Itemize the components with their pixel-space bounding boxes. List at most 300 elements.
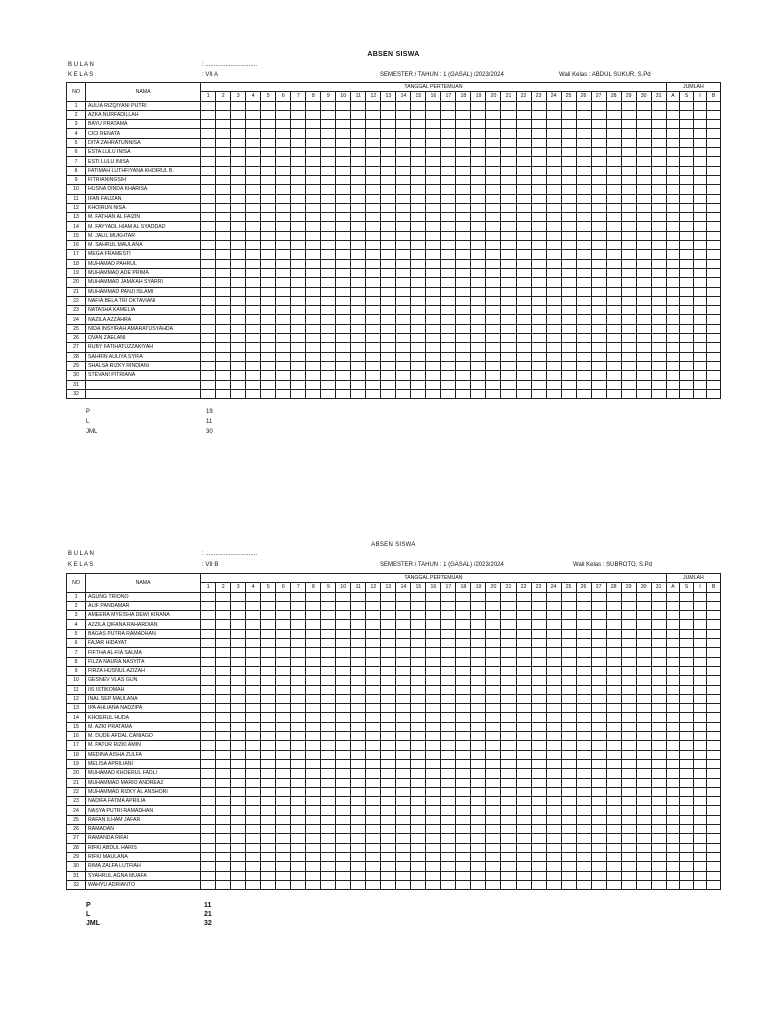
- attendance-cell[interactable]: [291, 825, 306, 834]
- attendance-cell[interactable]: [531, 666, 546, 675]
- attendance-cell[interactable]: [621, 676, 636, 685]
- attendance-cell[interactable]: [411, 787, 426, 796]
- jumlah-cell[interactable]: [707, 834, 721, 843]
- attendance-cell[interactable]: [276, 620, 291, 629]
- attendance-cell[interactable]: [546, 871, 561, 880]
- attendance-cell[interactable]: [306, 843, 321, 852]
- attendance-cell[interactable]: [606, 592, 621, 601]
- attendance-cell[interactable]: [501, 787, 516, 796]
- attendance-cell[interactable]: [366, 834, 381, 843]
- attendance-cell[interactable]: [291, 732, 306, 741]
- attendance-cell[interactable]: [411, 741, 426, 750]
- attendance-cell[interactable]: [546, 759, 561, 768]
- attendance-cell[interactable]: [516, 880, 531, 889]
- attendance-cell[interactable]: [216, 741, 231, 750]
- attendance-cell[interactable]: [471, 871, 486, 880]
- jumlah-cell[interactable]: [666, 676, 680, 685]
- attendance-cell[interactable]: [411, 620, 426, 629]
- attendance-cell[interactable]: [591, 825, 606, 834]
- attendance-cell[interactable]: [606, 657, 621, 666]
- attendance-cell[interactable]: [201, 806, 216, 815]
- attendance-cell[interactable]: [381, 750, 396, 759]
- attendance-cell[interactable]: [471, 620, 486, 629]
- attendance-cell[interactable]: [606, 778, 621, 787]
- attendance-cell[interactable]: [516, 741, 531, 750]
- attendance-cell[interactable]: [246, 657, 261, 666]
- attendance-cell[interactable]: [441, 871, 456, 880]
- jumlah-cell[interactable]: [666, 685, 680, 694]
- attendance-cell[interactable]: [396, 778, 411, 787]
- attendance-cell[interactable]: [636, 648, 651, 657]
- attendance-cell[interactable]: [306, 639, 321, 648]
- attendance-cell[interactable]: [321, 648, 336, 657]
- attendance-cell[interactable]: [351, 825, 366, 834]
- jumlah-cell[interactable]: [707, 769, 721, 778]
- attendance-cell[interactable]: [306, 685, 321, 694]
- attendance-cell[interactable]: [516, 732, 531, 741]
- attendance-cell[interactable]: [561, 704, 576, 713]
- attendance-cell[interactable]: [471, 611, 486, 620]
- attendance-cell[interactable]: [441, 685, 456, 694]
- attendance-cell[interactable]: [276, 676, 291, 685]
- attendance-cell[interactable]: [201, 778, 216, 787]
- attendance-cell[interactable]: [336, 694, 351, 703]
- attendance-cell[interactable]: [426, 769, 441, 778]
- attendance-cell[interactable]: [456, 676, 471, 685]
- attendance-cell[interactable]: [396, 648, 411, 657]
- attendance-cell[interactable]: [366, 620, 381, 629]
- attendance-cell[interactable]: [231, 871, 246, 880]
- attendance-cell[interactable]: [441, 620, 456, 629]
- attendance-cell[interactable]: [531, 722, 546, 731]
- attendance-cell[interactable]: [471, 825, 486, 834]
- jumlah-cell[interactable]: [693, 648, 707, 657]
- attendance-cell[interactable]: [321, 657, 336, 666]
- attendance-cell[interactable]: [426, 871, 441, 880]
- attendance-cell[interactable]: [306, 676, 321, 685]
- attendance-cell[interactable]: [426, 629, 441, 638]
- attendance-cell[interactable]: [561, 592, 576, 601]
- jumlah-cell[interactable]: [707, 648, 721, 657]
- attendance-cell[interactable]: [216, 657, 231, 666]
- attendance-cell[interactable]: [366, 871, 381, 880]
- attendance-cell[interactable]: [516, 825, 531, 834]
- attendance-cell[interactable]: [291, 592, 306, 601]
- jumlah-cell[interactable]: [680, 806, 694, 815]
- jumlah-cell[interactable]: [693, 871, 707, 880]
- jumlah-cell[interactable]: [707, 778, 721, 787]
- jumlah-cell[interactable]: [693, 666, 707, 675]
- attendance-cell[interactable]: [336, 685, 351, 694]
- attendance-cell[interactable]: [201, 741, 216, 750]
- jumlah-cell[interactable]: [707, 806, 721, 815]
- attendance-cell[interactable]: [561, 620, 576, 629]
- attendance-cell[interactable]: [246, 852, 261, 861]
- attendance-cell[interactable]: [276, 648, 291, 657]
- attendance-cell[interactable]: [651, 769, 666, 778]
- attendance-cell[interactable]: [366, 704, 381, 713]
- attendance-cell[interactable]: [531, 741, 546, 750]
- attendance-cell[interactable]: [501, 592, 516, 601]
- attendance-cell[interactable]: [636, 592, 651, 601]
- attendance-cell[interactable]: [231, 732, 246, 741]
- attendance-cell[interactable]: [561, 862, 576, 871]
- attendance-cell[interactable]: [441, 759, 456, 768]
- attendance-cell[interactable]: [486, 750, 501, 759]
- attendance-cell[interactable]: [591, 704, 606, 713]
- attendance-cell[interactable]: [381, 797, 396, 806]
- attendance-cell[interactable]: [306, 629, 321, 638]
- attendance-cell[interactable]: [351, 759, 366, 768]
- jumlah-cell[interactable]: [707, 666, 721, 675]
- attendance-cell[interactable]: [516, 834, 531, 843]
- jumlah-cell[interactable]: [693, 657, 707, 666]
- attendance-cell[interactable]: [531, 704, 546, 713]
- attendance-cell[interactable]: [306, 815, 321, 824]
- attendance-cell[interactable]: [306, 862, 321, 871]
- attendance-cell[interactable]: [426, 639, 441, 648]
- attendance-cell[interactable]: [366, 880, 381, 889]
- attendance-cell[interactable]: [351, 601, 366, 610]
- attendance-cell[interactable]: [651, 648, 666, 657]
- attendance-cell[interactable]: [411, 825, 426, 834]
- attendance-cell[interactable]: [366, 685, 381, 694]
- jumlah-cell[interactable]: [666, 629, 680, 638]
- jumlah-cell[interactable]: [666, 871, 680, 880]
- jumlah-cell[interactable]: [666, 834, 680, 843]
- attendance-cell[interactable]: [636, 676, 651, 685]
- attendance-cell[interactable]: [636, 722, 651, 731]
- attendance-cell[interactable]: [291, 722, 306, 731]
- attendance-cell[interactable]: [561, 611, 576, 620]
- attendance-cell[interactable]: [366, 657, 381, 666]
- jumlah-cell[interactable]: [693, 834, 707, 843]
- jumlah-cell[interactable]: [680, 601, 694, 610]
- attendance-cell[interactable]: [306, 769, 321, 778]
- attendance-cell[interactable]: [591, 759, 606, 768]
- attendance-cell[interactable]: [576, 694, 591, 703]
- jumlah-cell[interactable]: [666, 815, 680, 824]
- attendance-cell[interactable]: [261, 676, 276, 685]
- attendance-cell[interactable]: [321, 852, 336, 861]
- attendance-cell[interactable]: [306, 741, 321, 750]
- attendance-cell[interactable]: [606, 722, 621, 731]
- attendance-cell[interactable]: [576, 843, 591, 852]
- attendance-cell[interactable]: [516, 797, 531, 806]
- attendance-cell[interactable]: [351, 852, 366, 861]
- attendance-cell[interactable]: [591, 815, 606, 824]
- attendance-cell[interactable]: [531, 787, 546, 796]
- attendance-cell[interactable]: [291, 704, 306, 713]
- attendance-cell[interactable]: [471, 852, 486, 861]
- attendance-cell[interactable]: [531, 871, 546, 880]
- attendance-cell[interactable]: [306, 787, 321, 796]
- attendance-cell[interactable]: [456, 592, 471, 601]
- jumlah-cell[interactable]: [680, 797, 694, 806]
- attendance-cell[interactable]: [471, 592, 486, 601]
- attendance-cell[interactable]: [561, 815, 576, 824]
- jumlah-cell[interactable]: [693, 759, 707, 768]
- attendance-cell[interactable]: [456, 639, 471, 648]
- attendance-cell[interactable]: [441, 741, 456, 750]
- attendance-cell[interactable]: [246, 815, 261, 824]
- jumlah-cell[interactable]: [693, 825, 707, 834]
- attendance-cell[interactable]: [366, 666, 381, 675]
- attendance-cell[interactable]: [306, 704, 321, 713]
- attendance-cell[interactable]: [456, 620, 471, 629]
- attendance-cell[interactable]: [246, 629, 261, 638]
- attendance-cell[interactable]: [411, 732, 426, 741]
- attendance-cell[interactable]: [306, 713, 321, 722]
- attendance-cell[interactable]: [651, 871, 666, 880]
- attendance-cell[interactable]: [561, 629, 576, 638]
- attendance-cell[interactable]: [591, 629, 606, 638]
- attendance-cell[interactable]: [396, 620, 411, 629]
- attendance-cell[interactable]: [231, 797, 246, 806]
- attendance-cell[interactable]: [561, 741, 576, 750]
- attendance-cell[interactable]: [261, 852, 276, 861]
- attendance-cell[interactable]: [501, 834, 516, 843]
- attendance-cell[interactable]: [426, 759, 441, 768]
- jumlah-cell[interactable]: [693, 722, 707, 731]
- attendance-cell[interactable]: [441, 713, 456, 722]
- attendance-cell[interactable]: [441, 797, 456, 806]
- attendance-cell[interactable]: [516, 611, 531, 620]
- attendance-cell[interactable]: [456, 778, 471, 787]
- attendance-cell[interactable]: [381, 694, 396, 703]
- attendance-cell[interactable]: [261, 843, 276, 852]
- attendance-cell[interactable]: [381, 704, 396, 713]
- attendance-cell[interactable]: [276, 815, 291, 824]
- attendance-cell[interactable]: [621, 648, 636, 657]
- attendance-cell[interactable]: [201, 825, 216, 834]
- attendance-cell[interactable]: [426, 815, 441, 824]
- attendance-cell[interactable]: [531, 759, 546, 768]
- jumlah-cell[interactable]: [680, 648, 694, 657]
- attendance-cell[interactable]: [651, 657, 666, 666]
- attendance-cell[interactable]: [321, 611, 336, 620]
- attendance-cell[interactable]: [621, 620, 636, 629]
- jumlah-cell[interactable]: [666, 694, 680, 703]
- attendance-cell[interactable]: [321, 797, 336, 806]
- attendance-cell[interactable]: [546, 787, 561, 796]
- attendance-cell[interactable]: [381, 741, 396, 750]
- attendance-cell[interactable]: [621, 750, 636, 759]
- attendance-cell[interactable]: [576, 806, 591, 815]
- attendance-cell[interactable]: [546, 843, 561, 852]
- attendance-cell[interactable]: [546, 694, 561, 703]
- jumlah-cell[interactable]: [680, 880, 694, 889]
- jumlah-cell[interactable]: [680, 639, 694, 648]
- attendance-cell[interactable]: [576, 862, 591, 871]
- attendance-cell[interactable]: [336, 843, 351, 852]
- attendance-cell[interactable]: [216, 815, 231, 824]
- attendance-cell[interactable]: [291, 741, 306, 750]
- attendance-cell[interactable]: [486, 713, 501, 722]
- attendance-cell[interactable]: [246, 666, 261, 675]
- attendance-cell[interactable]: [381, 657, 396, 666]
- attendance-cell[interactable]: [231, 852, 246, 861]
- jumlah-cell[interactable]: [707, 611, 721, 620]
- jumlah-cell[interactable]: [707, 657, 721, 666]
- attendance-cell[interactable]: [351, 741, 366, 750]
- attendance-cell[interactable]: [606, 815, 621, 824]
- attendance-cell[interactable]: [636, 769, 651, 778]
- attendance-cell[interactable]: [561, 787, 576, 796]
- attendance-cell[interactable]: [486, 620, 501, 629]
- attendance-cell[interactable]: [606, 676, 621, 685]
- attendance-cell[interactable]: [366, 676, 381, 685]
- attendance-cell[interactable]: [216, 666, 231, 675]
- attendance-cell[interactable]: [321, 732, 336, 741]
- attendance-cell[interactable]: [276, 759, 291, 768]
- attendance-cell[interactable]: [306, 750, 321, 759]
- attendance-cell[interactable]: [321, 713, 336, 722]
- attendance-cell[interactable]: [486, 732, 501, 741]
- attendance-cell[interactable]: [576, 797, 591, 806]
- attendance-cell[interactable]: [591, 601, 606, 610]
- attendance-cell[interactable]: [501, 778, 516, 787]
- attendance-cell[interactable]: [651, 825, 666, 834]
- attendance-cell[interactable]: [321, 629, 336, 638]
- attendance-cell[interactable]: [201, 685, 216, 694]
- attendance-cell[interactable]: [456, 797, 471, 806]
- attendance-cell[interactable]: [231, 806, 246, 815]
- attendance-cell[interactable]: [486, 722, 501, 731]
- attendance-cell[interactable]: [396, 862, 411, 871]
- attendance-cell[interactable]: [201, 620, 216, 629]
- attendance-cell[interactable]: [621, 825, 636, 834]
- attendance-cell[interactable]: [426, 722, 441, 731]
- attendance-cell[interactable]: [396, 741, 411, 750]
- attendance-cell[interactable]: [246, 648, 261, 657]
- attendance-cell[interactable]: [486, 843, 501, 852]
- attendance-cell[interactable]: [636, 871, 651, 880]
- attendance-cell[interactable]: [426, 880, 441, 889]
- attendance-cell[interactable]: [201, 750, 216, 759]
- attendance-cell[interactable]: [231, 741, 246, 750]
- attendance-cell[interactable]: [591, 611, 606, 620]
- jumlah-cell[interactable]: [707, 694, 721, 703]
- attendance-cell[interactable]: [321, 639, 336, 648]
- jumlah-cell[interactable]: [680, 852, 694, 861]
- attendance-cell[interactable]: [531, 657, 546, 666]
- attendance-cell[interactable]: [201, 852, 216, 861]
- attendance-cell[interactable]: [351, 797, 366, 806]
- attendance-cell[interactable]: [606, 862, 621, 871]
- jumlah-cell[interactable]: [693, 880, 707, 889]
- attendance-cell[interactable]: [636, 806, 651, 815]
- attendance-cell[interactable]: [561, 843, 576, 852]
- attendance-cell[interactable]: [336, 825, 351, 834]
- jumlah-cell[interactable]: [680, 666, 694, 675]
- attendance-cell[interactable]: [441, 778, 456, 787]
- attendance-cell[interactable]: [231, 778, 246, 787]
- attendance-cell[interactable]: [231, 787, 246, 796]
- attendance-cell[interactable]: [636, 694, 651, 703]
- attendance-cell[interactable]: [606, 806, 621, 815]
- attendance-cell[interactable]: [381, 592, 396, 601]
- attendance-cell[interactable]: [246, 620, 261, 629]
- attendance-cell[interactable]: [411, 750, 426, 759]
- attendance-cell[interactable]: [606, 797, 621, 806]
- attendance-cell[interactable]: [381, 778, 396, 787]
- jumlah-cell[interactable]: [707, 741, 721, 750]
- attendance-cell[interactable]: [501, 611, 516, 620]
- attendance-cell[interactable]: [351, 843, 366, 852]
- attendance-cell[interactable]: [486, 880, 501, 889]
- attendance-cell[interactable]: [366, 852, 381, 861]
- attendance-cell[interactable]: [366, 694, 381, 703]
- attendance-cell[interactable]: [276, 704, 291, 713]
- attendance-cell[interactable]: [576, 880, 591, 889]
- attendance-cell[interactable]: [486, 639, 501, 648]
- attendance-cell[interactable]: [441, 732, 456, 741]
- attendance-cell[interactable]: [486, 852, 501, 861]
- attendance-cell[interactable]: [201, 769, 216, 778]
- attendance-cell[interactable]: [471, 769, 486, 778]
- attendance-cell[interactable]: [366, 825, 381, 834]
- attendance-cell[interactable]: [606, 769, 621, 778]
- attendance-cell[interactable]: [636, 713, 651, 722]
- attendance-cell[interactable]: [246, 787, 261, 796]
- attendance-cell[interactable]: [351, 639, 366, 648]
- attendance-cell[interactable]: [411, 676, 426, 685]
- attendance-cell[interactable]: [276, 685, 291, 694]
- attendance-cell[interactable]: [231, 592, 246, 601]
- attendance-cell[interactable]: [336, 741, 351, 750]
- attendance-cell[interactable]: [456, 871, 471, 880]
- attendance-cell[interactable]: [366, 787, 381, 796]
- attendance-cell[interactable]: [501, 759, 516, 768]
- attendance-cell[interactable]: [561, 601, 576, 610]
- attendance-cell[interactable]: [246, 713, 261, 722]
- attendance-cell[interactable]: [621, 611, 636, 620]
- jumlah-cell[interactable]: [693, 806, 707, 815]
- attendance-cell[interactable]: [291, 639, 306, 648]
- attendance-cell[interactable]: [576, 815, 591, 824]
- jumlah-cell[interactable]: [707, 704, 721, 713]
- attendance-cell[interactable]: [396, 880, 411, 889]
- attendance-cell[interactable]: [621, 871, 636, 880]
- attendance-cell[interactable]: [261, 639, 276, 648]
- attendance-cell[interactable]: [516, 694, 531, 703]
- attendance-cell[interactable]: [516, 852, 531, 861]
- attendance-cell[interactable]: [636, 741, 651, 750]
- attendance-cell[interactable]: [261, 713, 276, 722]
- attendance-cell[interactable]: [606, 694, 621, 703]
- attendance-cell[interactable]: [321, 676, 336, 685]
- attendance-cell[interactable]: [321, 787, 336, 796]
- jumlah-cell[interactable]: [666, 592, 680, 601]
- attendance-cell[interactable]: [591, 769, 606, 778]
- attendance-cell[interactable]: [261, 778, 276, 787]
- attendance-cell[interactable]: [486, 666, 501, 675]
- attendance-cell[interactable]: [441, 648, 456, 657]
- jumlah-cell[interactable]: [666, 759, 680, 768]
- attendance-cell[interactable]: [321, 871, 336, 880]
- attendance-cell[interactable]: [411, 666, 426, 675]
- attendance-cell[interactable]: [246, 694, 261, 703]
- attendance-cell[interactable]: [501, 862, 516, 871]
- attendance-cell[interactable]: [531, 815, 546, 824]
- attendance-cell[interactable]: [411, 611, 426, 620]
- jumlah-cell[interactable]: [666, 797, 680, 806]
- jumlah-cell[interactable]: [693, 815, 707, 824]
- attendance-cell[interactable]: [396, 769, 411, 778]
- attendance-cell[interactable]: [396, 732, 411, 741]
- attendance-cell[interactable]: [216, 611, 231, 620]
